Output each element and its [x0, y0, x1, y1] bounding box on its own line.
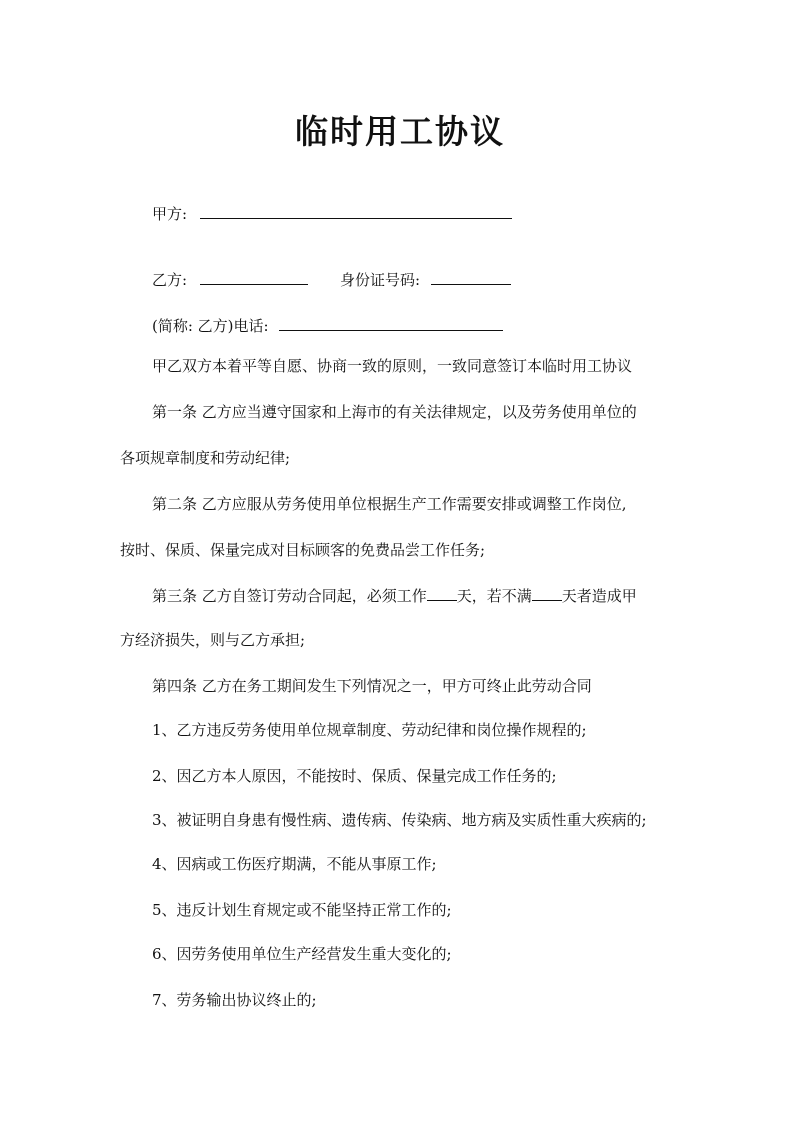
article-2-line-2: 按时、保质、保量完成对目标顾客的免费品尝工作任务; — [120, 541, 486, 559]
party-b-blank — [200, 268, 308, 285]
party-b-label: 乙方: — [152, 271, 188, 289]
article-3-line-1 — [152, 584, 637, 606]
list-item: 7、劳务输出协议终止的; — [152, 991, 317, 1009]
id-number-line — [340, 268, 511, 290]
article-1-line-2: 各项规章制度和劳动纪律; — [120, 449, 291, 467]
phone-line — [152, 314, 503, 336]
id-number-label: 身份证号码: — [340, 271, 421, 289]
list-item: 3、被证明自身患有慢性病、遗传病、传染病、地方病及实质性重大疾病的; — [152, 811, 647, 829]
phone-label: (简称: 乙方)电话: — [152, 317, 269, 335]
list-item: 6、因劳务使用单位生产经营发生重大变化的; — [152, 945, 452, 963]
min-days-blank — [532, 584, 562, 601]
article-2-line-1: 第二条 乙方应服从劳务使用单位根据生产工作需要安排或调整工作岗位, — [152, 495, 627, 513]
document-title: 临时用工协议 — [295, 112, 505, 151]
intro-paragraph: 甲乙双方本着平等自愿、协商一致的原则，一致同意签订本临时用工协议 — [152, 357, 633, 375]
article-3-text-3: 天者造成甲 — [561, 587, 637, 605]
article-3-text-2: 天，若不满 — [456, 587, 532, 605]
list-item: 2、因乙方本人原因，不能按时、保质、保量完成工作任务的; — [152, 767, 557, 785]
party-b-line — [152, 268, 308, 290]
party-a-line — [152, 202, 512, 224]
list-item: 5、违反计划生育规定或不能坚持正常工作的; — [152, 901, 452, 919]
list-item: 1、乙方违反劳务使用单位规章制度、劳动纪律和岗位操作规程的; — [152, 721, 587, 739]
id-number-blank — [431, 268, 511, 285]
work-days-blank — [427, 584, 457, 601]
article-3-text-1: 第三条 乙方自签订劳动合同起，必须工作 — [152, 587, 427, 605]
article-4-heading: 第四条 乙方在务工期间发生下列情况之一，甲方可终止此劳动合同 — [152, 677, 592, 695]
article-3-line-2: 方经济损失，则与乙方承担; — [120, 631, 306, 649]
article-1-line-1: 第一条 乙方应当遵守国家和上海市的有关法律规定，以及劳务使用单位的 — [152, 403, 637, 421]
list-item: 4、因病或工伤医疗期满，不能从事原工作; — [152, 855, 437, 873]
phone-blank — [279, 314, 503, 331]
party-a-label: 甲方: — [152, 205, 188, 223]
party-a-blank — [200, 202, 512, 219]
